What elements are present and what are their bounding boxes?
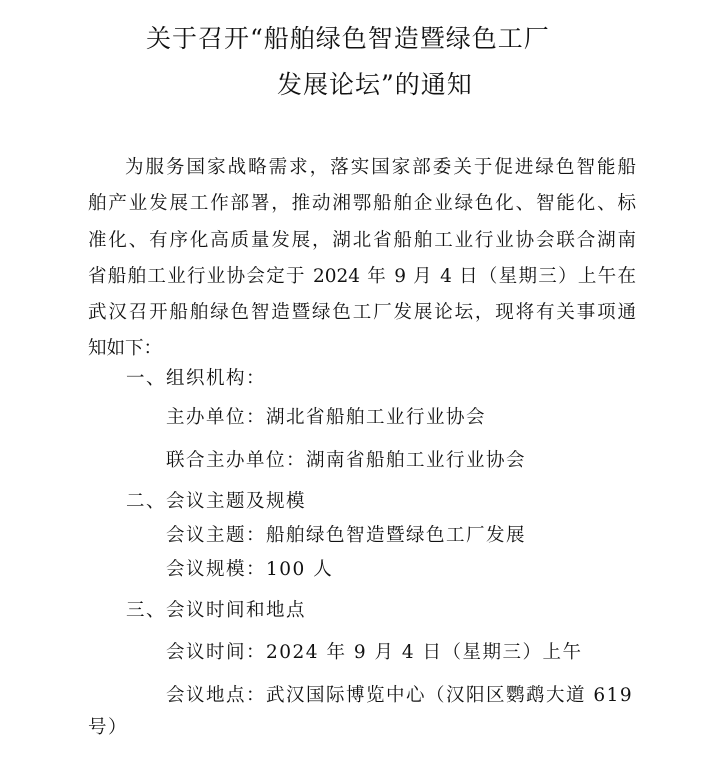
intro-line: 为服务国家战略需求，落实国家部委关于促进绿色智能船 [125, 157, 636, 178]
intro-line: 武汉召开船舶绿色智造暨绿色工厂发展论坛，现将有关事项通 [88, 302, 636, 324]
document-title-line-1: 关于召开“船舶绿色智造暨绿色工厂 [146, 24, 550, 53]
section-1-heading: 一、组织机构： [126, 368, 267, 389]
intro-line: 舶产业发展工作部署，推动湘鄂船舶企业绿色化、智能化、标 [88, 193, 636, 215]
meeting-scale-line: 会议规模：100 人 [166, 559, 334, 580]
meeting-theme-line: 会议主题：船舶绿色智造暨绿色工厂发展 [166, 525, 527, 546]
section-3-heading: 三、会议时间和地点 [126, 600, 307, 621]
intro-line: 准化、有序化高质量发展，湖北省船舶工业行业协会联合湖南 [88, 229, 636, 251]
co-organizer-line: 联合主办单位：湖南省船舶工业行业协会 [166, 450, 527, 471]
document-title-line-2: 发展论坛”的通知 [277, 70, 473, 99]
meeting-time-line: 会议时间：2024 年 9 月 4 日（星期三）上午 [166, 642, 583, 663]
intro-line: 省船舶工业行业协会定于 2024 年 9 月 4 日（星期三）上午在 [88, 265, 636, 287]
organizer-line: 主办单位：湖北省船舶工业行业协会 [166, 407, 487, 428]
intro-line: 知如下： [88, 338, 163, 360]
meeting-location-line: 会议地点：武汉国际博览中心（汉阳区鹦鹉大道 619 [166, 685, 634, 706]
meeting-location-continuation: 号） [88, 717, 129, 738]
intro-paragraph [88, 150, 636, 368]
section-2-heading: 二、会议主题及规模 [126, 491, 307, 512]
